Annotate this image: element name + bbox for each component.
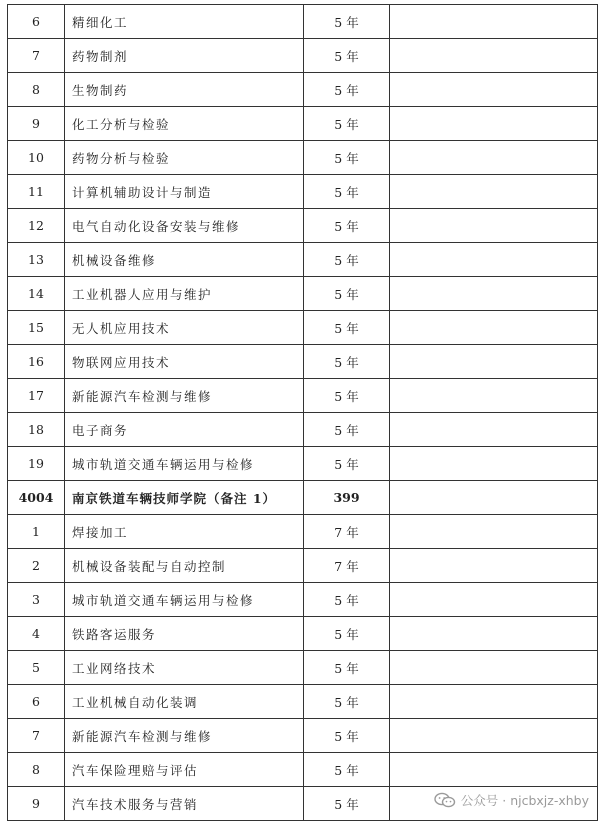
table-row	[8, 685, 598, 719]
wechat-icon	[434, 792, 456, 808]
table-row	[8, 39, 598, 73]
major-name: 机械设备装配与自动控制	[65, 549, 304, 583]
note-cell	[390, 413, 598, 447]
major-name: 汽车保险理赔与评估	[65, 753, 304, 787]
row-number: 16	[8, 345, 65, 379]
major-name: 城市轨道交通车辆运用与检修	[65, 447, 304, 481]
row-number: 1	[8, 515, 65, 549]
major-name: 南京铁道车辆技师学院（备注 1）	[65, 481, 304, 515]
duration-cell: 399	[304, 481, 390, 515]
major-name: 药物分析与检验	[65, 141, 304, 175]
major-name: 焊接加工	[65, 515, 304, 549]
row-number: 18	[8, 413, 65, 447]
major-name: 电子商务	[65, 413, 304, 447]
major-name: 计算机辅助设计与制造	[65, 175, 304, 209]
table-row	[8, 753, 598, 787]
duration-cell: 5 年	[304, 617, 390, 651]
major-name: 工业网络技术	[65, 651, 304, 685]
row-number: 8	[8, 753, 65, 787]
major-name: 机械设备维修	[65, 243, 304, 277]
table-row	[8, 617, 598, 651]
note-cell	[390, 583, 598, 617]
major-name: 无人机应用技术	[65, 311, 304, 345]
table-row	[8, 345, 598, 379]
row-number: 2	[8, 549, 65, 583]
note-cell	[390, 175, 598, 209]
majors-table-body	[8, 5, 598, 821]
duration-cell: 5 年	[304, 243, 390, 277]
note-cell	[390, 107, 598, 141]
duration-cell: 5 年	[304, 39, 390, 73]
major-name: 电气自动化设备安装与维修	[65, 209, 304, 243]
duration-cell: 5 年	[304, 583, 390, 617]
duration-cell: 7 年	[304, 549, 390, 583]
note-cell	[390, 617, 598, 651]
note-cell	[390, 549, 598, 583]
row-number: 5	[8, 651, 65, 685]
row-number: 17	[8, 379, 65, 413]
note-cell	[390, 243, 598, 277]
table-row	[8, 719, 598, 753]
row-number: 19	[8, 447, 65, 481]
row-number: 7	[8, 719, 65, 753]
duration-cell: 5 年	[304, 413, 390, 447]
row-number: 12	[8, 209, 65, 243]
table-row	[8, 447, 598, 481]
major-name: 铁路客运服务	[65, 617, 304, 651]
row-number: 11	[8, 175, 65, 209]
major-name: 新能源汽车检测与维修	[65, 379, 304, 413]
table-row	[8, 73, 598, 107]
table-row	[8, 379, 598, 413]
row-number: 9	[8, 107, 65, 141]
row-number: 15	[8, 311, 65, 345]
major-name: 精细化工	[65, 5, 304, 39]
major-name: 汽车技术服务与营销	[65, 787, 304, 821]
table-row	[8, 413, 598, 447]
major-name: 新能源汽车检测与维修	[65, 719, 304, 753]
row-number: 4004	[8, 481, 65, 515]
duration-cell: 5 年	[304, 73, 390, 107]
note-cell	[390, 345, 598, 379]
note-cell	[390, 651, 598, 685]
row-number: 6	[8, 685, 65, 719]
duration-cell: 5 年	[304, 379, 390, 413]
note-cell	[390, 39, 598, 73]
duration-cell: 5 年	[304, 787, 390, 821]
table-row	[8, 277, 598, 311]
note-cell	[390, 481, 598, 515]
row-number: 3	[8, 583, 65, 617]
duration-cell: 5 年	[304, 141, 390, 175]
major-name: 工业机器人应用与维护	[65, 277, 304, 311]
duration-cell: 5 年	[304, 345, 390, 379]
watermark-text: 公众号 · njcbxjz-xhby	[460, 793, 589, 808]
row-number: 8	[8, 73, 65, 107]
note-cell	[390, 311, 598, 345]
note-cell	[390, 379, 598, 413]
table-row	[8, 175, 598, 209]
duration-cell: 5 年	[304, 5, 390, 39]
note-cell	[390, 209, 598, 243]
major-name: 药物制剂	[65, 39, 304, 73]
note-cell	[390, 5, 598, 39]
row-number: 7	[8, 39, 65, 73]
duration-cell: 5 年	[304, 719, 390, 753]
duration-cell: 5 年	[304, 447, 390, 481]
major-name: 化工分析与检验	[65, 107, 304, 141]
duration-cell: 5 年	[304, 753, 390, 787]
table-row	[8, 107, 598, 141]
note-cell	[390, 141, 598, 175]
duration-cell: 5 年	[304, 277, 390, 311]
major-name: 生物制药	[65, 73, 304, 107]
row-number: 10	[8, 141, 65, 175]
row-number: 6	[8, 5, 65, 39]
row-number: 13	[8, 243, 65, 277]
major-name: 城市轨道交通车辆运用与检修	[65, 583, 304, 617]
major-name: 工业机械自动化装调	[65, 685, 304, 719]
note-cell	[390, 277, 598, 311]
duration-cell: 7 年	[304, 515, 390, 549]
note-cell	[390, 753, 598, 787]
school-row	[8, 481, 598, 515]
major-name: 物联网应用技术	[65, 345, 304, 379]
wechat-watermark	[431, 790, 592, 810]
note-cell	[390, 719, 598, 753]
duration-cell: 5 年	[304, 685, 390, 719]
note-cell	[390, 515, 598, 549]
row-number: 4	[8, 617, 65, 651]
note-cell	[390, 73, 598, 107]
table-row	[8, 209, 598, 243]
majors-table	[7, 4, 598, 821]
table-row	[8, 549, 598, 583]
table-row	[8, 141, 598, 175]
table-row	[8, 515, 598, 549]
duration-cell: 5 年	[304, 311, 390, 345]
table-row	[8, 5, 598, 39]
table-row	[8, 311, 598, 345]
table-row	[8, 583, 598, 617]
note-cell	[390, 447, 598, 481]
row-number: 14	[8, 277, 65, 311]
duration-cell: 5 年	[304, 175, 390, 209]
duration-cell: 5 年	[304, 209, 390, 243]
table-row	[8, 651, 598, 685]
row-number: 9	[8, 787, 65, 821]
duration-cell: 5 年	[304, 107, 390, 141]
table-row	[8, 243, 598, 277]
note-cell	[390, 685, 598, 719]
duration-cell: 5 年	[304, 651, 390, 685]
